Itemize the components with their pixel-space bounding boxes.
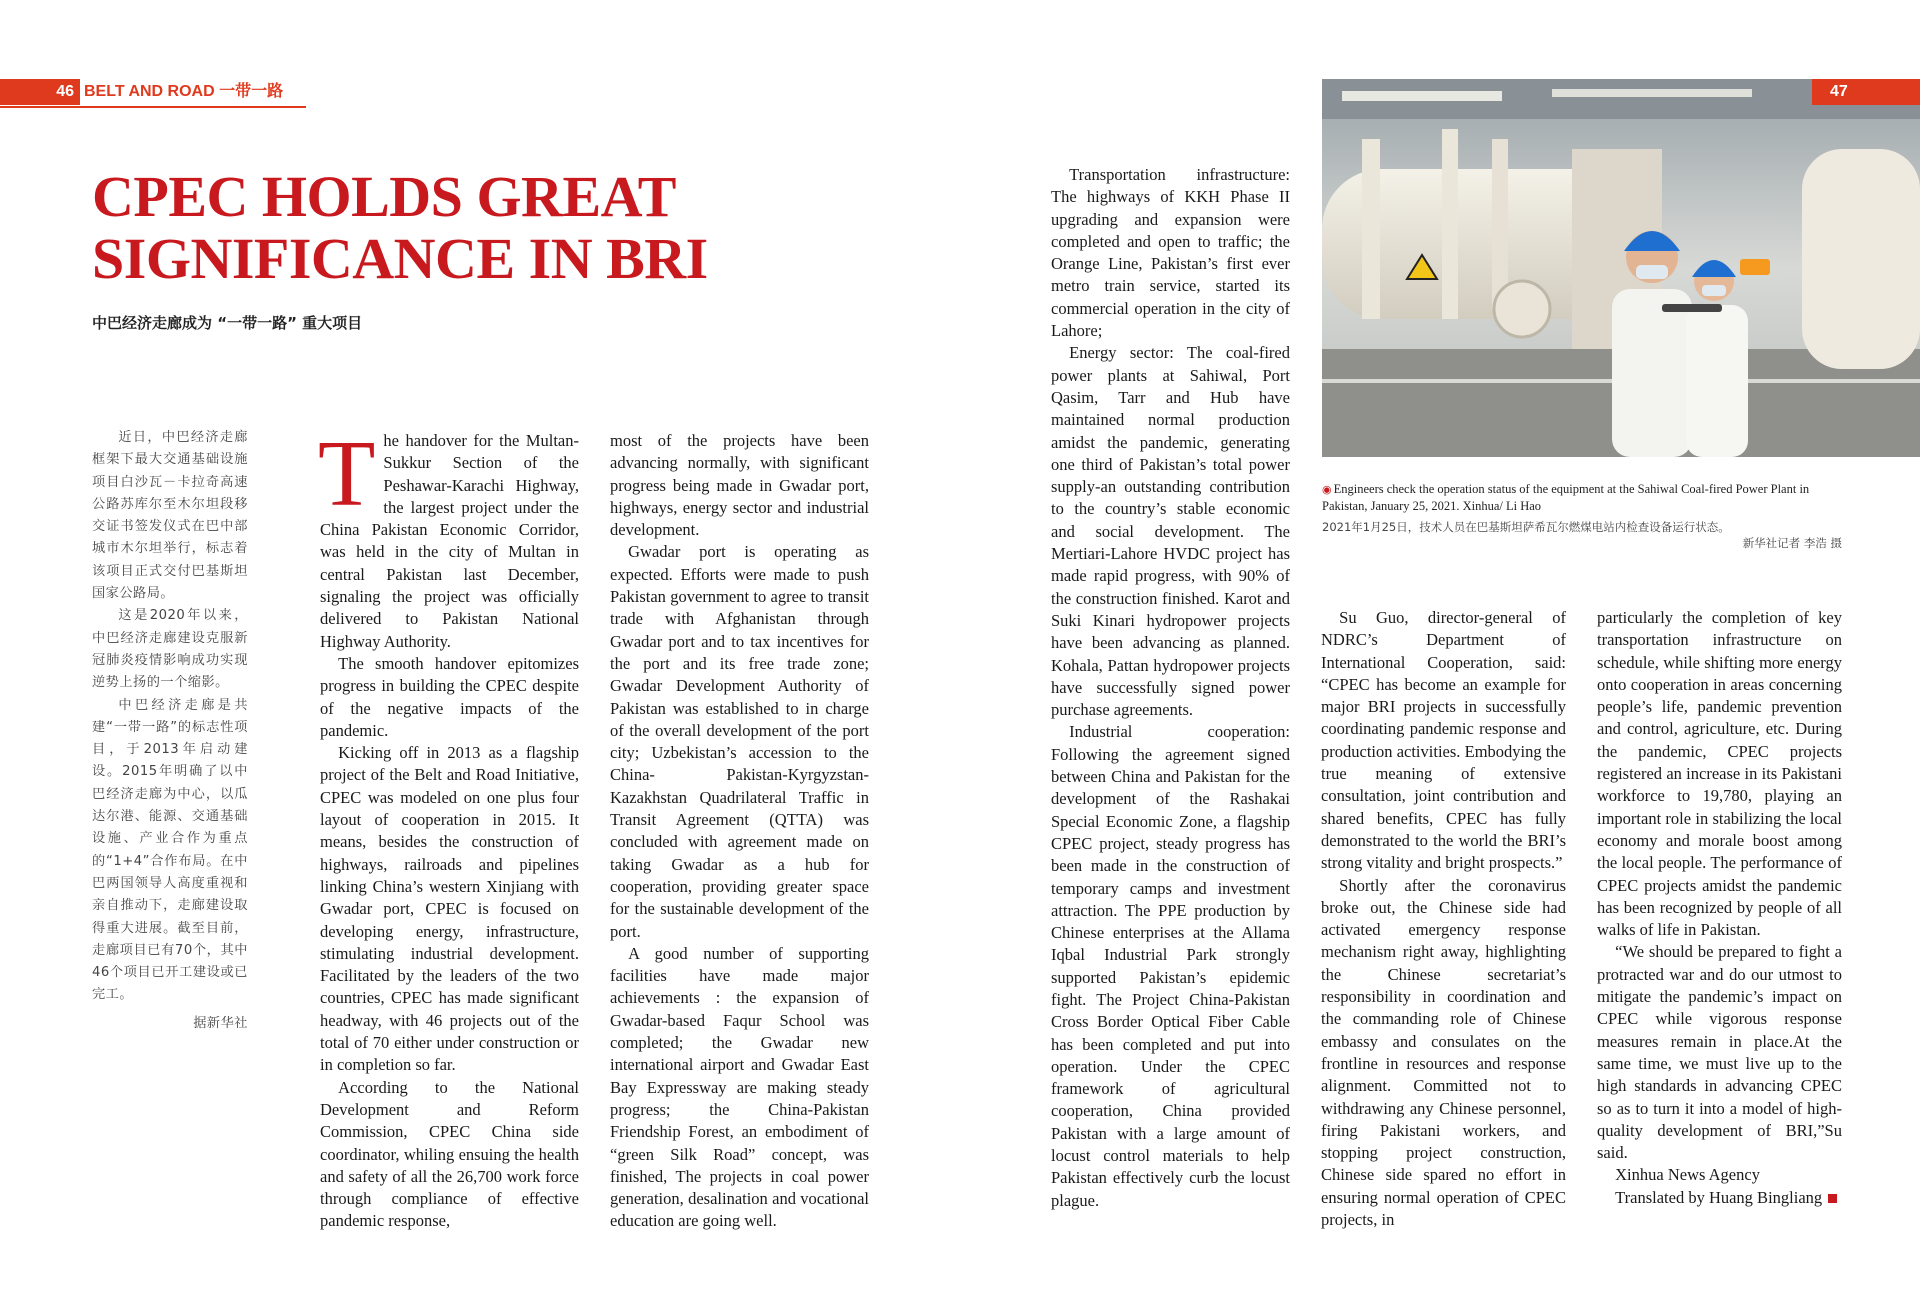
article-column-1 <box>318 422 579 1233</box>
paragraph: According to the National Development and Reform Commission, CPEC China side coordinator, whiling ensuing the health and safety of all the 26,700 work force through compliance of effective pandemic response, <box>320 1077 579 1231</box>
paragraph: Energy sector: The coal-fired power plants at Sahiwal, Port Qasim, Tarr and Hub have maintained normal production amidst the pandemic, generating one third of Pakistan’s total power supply-an outstanding contribution to the country’s stable economic and social development. The Mertiari-Lahore HVDC project has made rapid progress, with 90% of the construction finished. Karot and Suki Kinari hydropower projects have been advancing as planned. Kohala, Pattan hydropower projects have successfully signed power purchase agreements. <box>1051 343 1290 720</box>
cn-source: 据新华社 <box>193 1015 248 1031</box>
paragraph: Su Guo, director-general of NDRC’s Department of International Cooperation, said: “CPEC has become an example for major BRI projects in successfully coordinating pandemic response and production activities. Embodying the true meaning of extensive consultation, joint contribution and shared benefits, CPEC has fully demonstrated to the world the BRI’s strong vitality and bright prospects.” <box>1321 608 1566 873</box>
paragraph: most of the projects have been advancing normally, with significant progress being made in Gwadar port, highways, energy sector and industrial development. <box>610 431 869 540</box>
paragraph: “We should be prepared to fight a protracted war and do our utmost to mitigate the pandemic’s impact on CPEC while vigorous response measures remain in place.At the same time, we must live up to the high standards in advancing CPEC so as to turn it into a model of high-quality development of BRI,”Su said. <box>1597 942 1842 1163</box>
photo-caption-en: ◉ Engineers check the operation status of the equipment at the Sahiwal Coal-fired Power Plant in Pakistan, January 25, 2021. Xinhua/ Li Hao <box>1322 482 1810 513</box>
page-header-left <box>0 79 306 105</box>
cn-paragraph: 这是2020年以来，中巴经济走廊建设克服新冠肺炎疫情影响成功实现逆势上扬的一个缩影。 <box>92 608 248 691</box>
paragraph: Shortly after the coronavirus broke out, the Chinese side had activated emergency response mechanism right away, highlighting the Chinese secretariat’s responsibility in coordination and the commanding role of Chinese embassy and consulates on the frontline in resources and response alignment. Committed not to withdrawing any Chinese personnel, firing Pakistani workers, and stopping project construction, Chinese side spared no effort in ensuring normal operation of CPEC projects, in <box>1321 875 1566 1230</box>
paragraph: Industrial cooperation: Following the agreement signed between China and Pakistan for the development of the Rashakai Special Economic Zone, a flagship CPEC project, steady progress has been made in the construction of temporary camps and investment attraction. The PPE production by Chinese enterprises at the Allama Iqbal Industrial Park strongly supported Pakistan’s epidemic fight. The Project China-Pakistan Cross Border Optical Fiber Cable has been completed and put into operation. Under the CPEC framework of agricultural cooperation, China provided Pakistan with a large amount of locust control materials to help Pakistan effectively curb the locust plague. <box>1051 722 1290 1210</box>
photo-credit: 新华社记者 李浩 摄 <box>1742 536 1842 550</box>
end-mark-icon <box>1828 1194 1837 1203</box>
paragraph: The smooth handover epitomizes progress in building the CPEC despite of the negative impacts of the pandemic. <box>320 653 579 740</box>
article-column-4 <box>1321 607 1566 1231</box>
article-column-5 <box>1597 607 1842 1209</box>
page-number-right: 47 <box>1812 79 1920 105</box>
article-column-2 <box>610 430 869 1233</box>
chinese-summary <box>92 427 248 1035</box>
article-subtitle-cn: 中巴经济走廊成为 “一带一路” 重大项目 <box>92 314 363 332</box>
byline-agency: Xinhua News Agency <box>1615 1165 1760 1185</box>
paragraph: particularly the completion of key transportation infrastructure on schedule, while shifting more energy onto cooperation in areas concerning people’s life, pandemic prevention and control, agriculture, etc. During the pandemic, CPEC projects registered an increase in its Pakistani workforce to 19,780, playing an important role in stabilizing the local economy and morale boost among the local people. The performance of CPEC projects amidst the pandemic has been recognized by people of all walks of life in Pakistan. <box>1597 608 1842 940</box>
paragraph: Gwadar port is operating as expected. Efforts were made to push Pakistan government to agree to transit trade with Afghanistan through Gwadar port and to tax incentives for the port and its free trade zone; Gwadar Development Authority of Pakistan was established to in charge of the overall development of the port city; Uzbekistan’s accession to the China- Pakistan-Kyrgyzstan-Kazakhstan Quadrilateral Traffic in Transit Agreement (QTTA) was concluded with agreement made on taking Gwadar as a hub for cooperation, providing greater space for the sustainable development of the port. <box>610 542 869 941</box>
cn-paragraph: 近日，中巴经济走廊框架下最大交通基础设施项目白沙瓦－卡拉奇高速公路苏库尔至木尔坦段移交证书签发仪式在巴中部城市木尔坦举行，标志着该项目正式交付巴基斯坦国家公路局。 <box>92 430 248 602</box>
paragraph: Kicking off in 2013 as a flagship project of the Belt and Road Initiative, CPEC was modeled on one plus four layout of cooperation in 2015. It means, besides the construction of highways, railroads and pipelines linking China’s western Xinjiang with Gwadar port, CPEC is focused on developing energy, infrastructure, stimulating industrial development. Facilitated by the leaders of the two countries, CPEC has made significant headway, with 46 projects out of the total of 70 either under construction or in completion so far. <box>320 743 579 1075</box>
page-number-left: 46 <box>0 79 80 105</box>
power-plant-photo <box>1322 79 1920 457</box>
photo-caption-cn: 2021年1月25日，技术人员在巴基斯坦萨希瓦尔燃煤电站内检查设备运行状态。 <box>1322 520 1730 534</box>
lead-paragraph: The handover for the Multan-Sukkur Section of the Peshawar-Karachi Highway, the largest project under the China Pakistan Economic Corridor, was held in the city of Multan in central Pakistan last December, signaling the project was officially delivered to Pakistan National Highway Authority. <box>318 422 579 651</box>
article-title: CPEC HOLDS GREAT SIGNIFICANCE IN BRI <box>92 164 708 291</box>
photo-illustration <box>1322 79 1920 457</box>
camera-icon: ◉ <box>1322 484 1332 496</box>
paragraph: A good number of supporting facilities have made major achievements : the expansion of Gwadar-based Faqur School was completed; the Gwadar new international airport and Gwadar East Bay Expressway are making steady progress; the China-Pakistan Friendship Forest, an embodiment of “green Silk Road” concept, was finished, The projects in coal power generation, desalination and vocational education are going well. <box>610 943 869 1231</box>
byline-translator: Translated by Huang Bingliang <box>1597 1187 1842 1209</box>
article-column-3 <box>1051 164 1290 1212</box>
section-label: BELT AND ROAD 一带一路 <box>84 83 284 100</box>
paragraph: Transportation infrastructure: The highways of KKH Phase II upgrading and expansion were completed and open to traffic; the Orange Line, Pakistan’s first ever metro train service, started its commercial operation in the city of Lahore; <box>1051 165 1290 341</box>
header-rule <box>0 106 306 108</box>
cn-paragraph: 中巴经济走廊是共建“一带一路”的标志性项目，于2013年启动建设。2015年明确了以中巴经济走廊为中心，以瓜达尔港、能源、交通基础设施、产业合作为重点的“1+4”合作布局。在中巴两国领导人高度重视和亲自推动下，走廊建设取得重大进展。截至目前，走廊项目已有70个，其中46个项目已开工建设或已完工。 <box>92 697 248 1003</box>
drop-cap: T <box>318 422 376 526</box>
